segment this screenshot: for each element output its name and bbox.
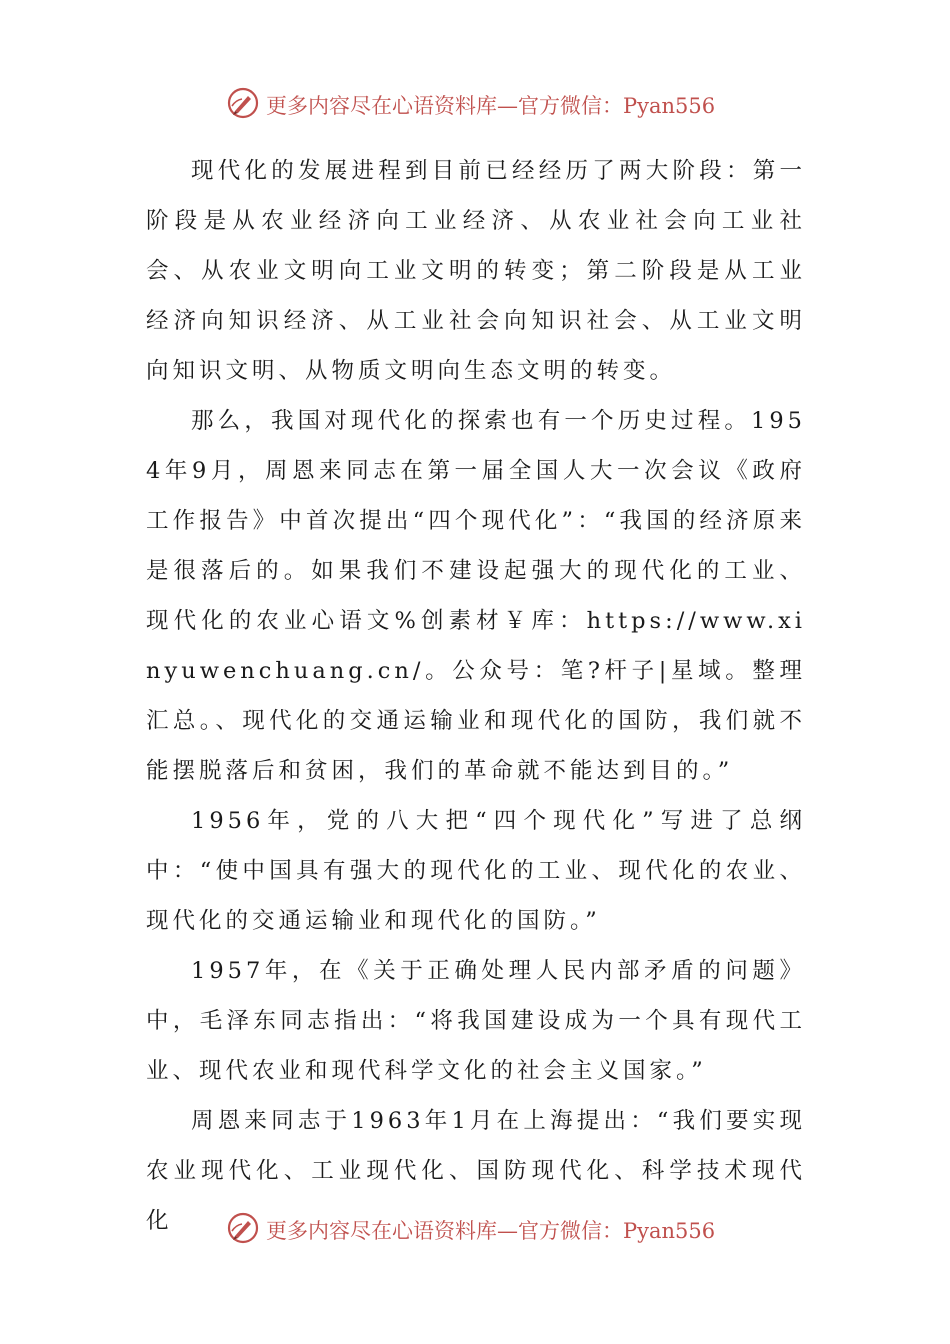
paragraph: 现代化的发展进程到目前已经经历了两大阶段：第一阶段是从农业经济向工业经济、从农业社会向工业社会、从农业文明向工业文明的转变；第二阶段是从工业经济向知识经济、从工业社会向知识社会、从工业文明向知识文明、从物质文明向生态文明的转变。 [146,158,806,384]
brush-pen-logo-icon [226,86,260,120]
paragraph: 那么，我国对现代化的探索也有一个历史过程。1954年9月，周恩来同志在第一届全国人大一次会议《政府工作报告》中首次提出“四个现代化”：“我国的经济原来是很落后的。如果我们不建设起强大的现代化的工业、现代化的农业心语文%创素材￥库：https://www.xinyuwenchuang.cn/。公众号：笔?杆子|星域。整理汇总。、现代化的交通运输业和现代化的国防，我们就不能摆脱落后和贫困，我们的革命就不能达到目的。” [146,408,806,784]
header-watermark-banner [0,84,950,124]
paragraph: 周恩来同志于1963年1月在上海提出：“我们要实现农业现代化、工业现代化、国防现代化、科学技术现代化 [146,1108,806,1234]
brush-pen-logo-icon [226,1211,260,1245]
banner-text: 更多内容尽在心语资料库—官方微信：Pyan556 [266,94,716,118]
document-body [146,146,806,1246]
banner-text: 更多内容尽在心语资料库—官方微信：Pyan556 [266,1219,716,1243]
footer-watermark-banner [0,1209,950,1249]
paragraph: 1956年，党的八大把“四个现代化”写进了总纲中：“使中国具有强大的现代化的工业、现代化的农业、现代化的交通运输业和现代化的国防。” [146,808,806,934]
paragraph: 1957年，在《关于正确处理人民内部矛盾的问题》中，毛泽东同志指出：“将我国建设成为一个具有现代工业、现代农业和现代科学文化的社会主义国家。” [146,958,806,1084]
